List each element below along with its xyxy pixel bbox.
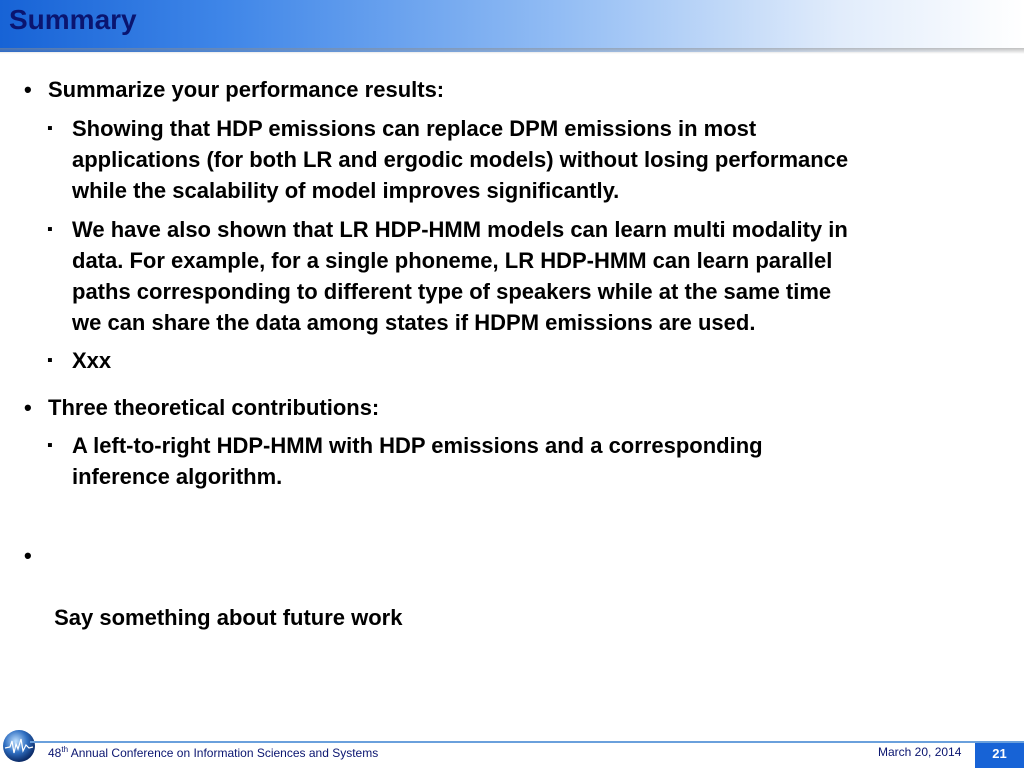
globe-logo-icon: [2, 729, 36, 763]
footer-rule: [30, 741, 1024, 743]
square-bullet-icon: ▪: [47, 352, 53, 369]
bullet-3: [24, 509, 402, 695]
square-bullet-icon: ▪: [47, 120, 53, 137]
sub-bullet-line: data. For example, for a single phoneme, LR HDP-HMM can learn parallel: [72, 248, 833, 273]
sub-bullet-2-1: [47, 430, 763, 492]
square-bullet-icon: ▪: [47, 221, 53, 238]
slide-title: Summary: [9, 4, 137, 35]
bullet-1-text: Summarize your performance results:: [48, 77, 445, 102]
page-number: 21: [975, 743, 1024, 768]
conference-number: 48: [48, 746, 62, 760]
sub-bullet-line: applications (for both LR and ergodic models) without losing performance: [72, 147, 849, 172]
sub-bullet-line: while the scalability of model improves significantly.: [72, 178, 620, 203]
bullet-dot-icon: •: [24, 395, 32, 420]
conference-name: Annual Conference on Information Sciences and Systems: [68, 746, 379, 760]
sub-bullet-line: we can share the data among states if HDPM emissions are used.: [72, 310, 756, 335]
sub-bullet-line: Showing that HDP emissions can replace DPM emissions in most: [72, 116, 757, 141]
footer-date: March 20, 2014: [878, 745, 962, 759]
title-bar: [0, 0, 1024, 52]
sub-bullet-line: Xxx: [72, 348, 112, 373]
sub-bullet-line: inference algorithm.: [72, 464, 283, 489]
sub-bullet-line: A left-to-right HDP-HMM with HDP emissions and a corresponding: [72, 433, 763, 458]
bullet-1: [24, 74, 444, 105]
footer-conference: [48, 745, 378, 760]
square-bullet-icon: ▪: [47, 437, 53, 454]
bullet-dot-icon: •: [24, 77, 32, 102]
conference-suffix: th: [61, 745, 69, 754]
bullet-2-text: Three theoretical contributions:: [48, 395, 380, 420]
sub-bullet-1-1: [47, 113, 848, 206]
sub-bullet-line: paths corresponding to different type of speakers while at the same time: [72, 279, 832, 304]
title-bar-shadow: [0, 48, 1024, 54]
bullet-dot-icon: •: [24, 543, 32, 568]
sub-bullet-1-2: [47, 214, 848, 338]
bullet-3-text: Say something about future work: [48, 605, 403, 630]
sub-bullet-1-3: [47, 345, 111, 376]
bullet-2: [24, 392, 379, 423]
sub-bullet-line: We have also shown that LR HDP-HMM models can learn multi modality in: [72, 217, 848, 242]
